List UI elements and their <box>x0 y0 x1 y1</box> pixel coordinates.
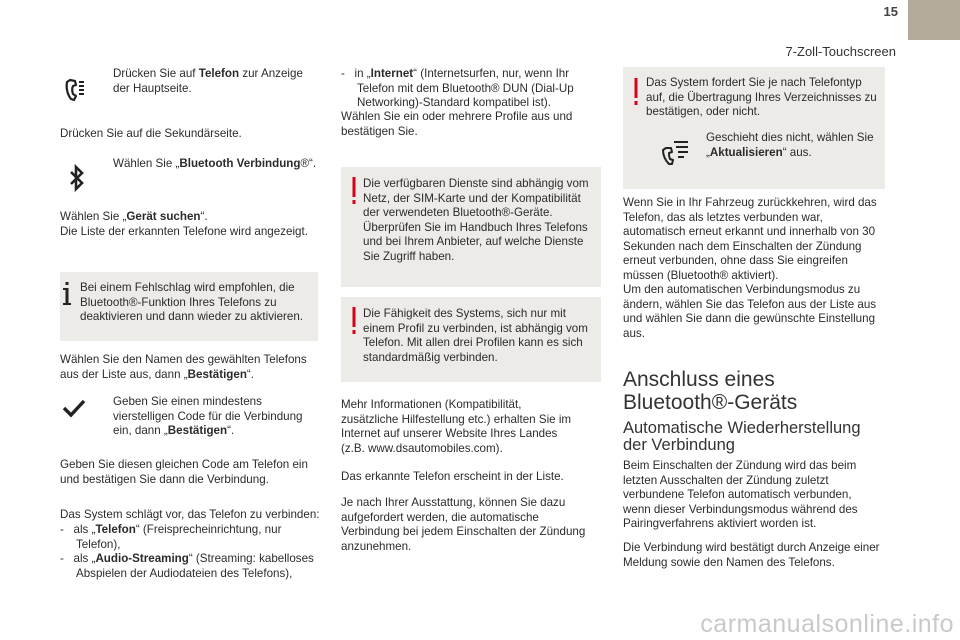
step-select: Wählen Sie den Namen des gewählten Telefons aus der Liste aus, dann „Bestätigen“. <box>60 353 307 381</box>
equipment-text: Je nach Ihrer Ausstattung, können Sie dazu aufgefordert werden, die automatische Verbindung bei jedem Einschalten der Zündung anzunehmen. <box>341 496 586 553</box>
watermark: carmanualsonline.info <box>700 610 954 638</box>
step-bluetooth: Wählen Sie „Bluetooth Verbindung®“. <box>113 157 317 170</box>
more-info-text: Mehr Informationen (Kompatibilität, zusätzliche Hilfestellung etc.) erhalten Sie im Internet auf unserer Website Ihres Landes (z.B. www.dsautomobiles.com). <box>341 398 572 455</box>
page-number: 15 <box>883 4 898 19</box>
info-icon <box>62 282 72 311</box>
checkmark-icon <box>62 398 86 423</box>
page-tab <box>908 0 960 40</box>
warning-directory-text: Das System fordert Sie je nach Telefontyp auf, die Übertragung Ihres Verzeichnisses zu bestätigen, oder nicht. <box>646 76 877 119</box>
bluetooth-icon <box>67 163 87 198</box>
list-item-internet: - in „Internet“ (Internetsurfen, nur, wenn Ihr Telefon mit dem Bluetooth® DUN (Dial-Up Networking)-Standard kompatibel ist). <box>341 67 574 110</box>
return-text: Wenn Sie in Ihr Fahrzeug zurückkehren, wird das Telefon, das als letztes verbunden war, automatisch erneut erkannt und innerhalb von 30 Sekunden nach dem Einschalten der Zündung erneut verbunden, ohne dass Sie eingreifen müssen (Bluetooth® aktiviert). <box>623 196 877 282</box>
warning-icon <box>350 307 358 340</box>
change-mode-text: Um den automatischen Verbindungsmodus zu ändern, wählen Sie das Telefon aus der Liste aus und wählen Sie dann die gewünschte Einstellung aus. <box>623 283 877 340</box>
section-title: 7-Zoll-Touchscreen <box>785 44 896 59</box>
phone-icon <box>60 75 90 110</box>
step-search: Wählen Sie „Gerät suchen“. Die Liste der erkannten Telefone wird angezeigt. <box>60 210 308 238</box>
step-code: Geben Sie einen mindestens vierstelligen Code für die Verbindung ein, dann „Bestätigen“. <box>113 395 303 438</box>
warning-profiles-text: Die Fähigkeit des Systems, sich nur mit einem Profil zu verbinden, ist abhängig vom Telefon. Mit allen drei Profilen kann es sich standardmäßig verbinden. <box>363 307 588 364</box>
same-code-text: Geben Sie diesen gleichen Code am Telefon ein und bestätigen Sie dann die Verbindung. <box>60 458 308 486</box>
warning-icon <box>632 78 640 111</box>
info-note-text: Bei einem Fehlschlag wird empfohlen, die Bluetooth®-Funktion Ihres Telefons zu deaktivieren und dann wieder zu aktivieren. <box>80 281 303 324</box>
list-item-telefon: - als „Telefon“ (Freisprecheinrichtung, nur Telefon), <box>60 523 282 551</box>
phone-list-icon <box>660 136 692 173</box>
secondary-page-text: Drücken Sie auf die Sekundärseite. <box>60 127 242 140</box>
confirm-text: Die Verbindung wird bestätigt durch Anzeige einer Meldung sowie den Namen des Telefons. <box>623 541 880 569</box>
appears-text: Das erkannte Telefon erscheint in der Liste. <box>341 470 564 483</box>
warning-icon <box>350 177 358 210</box>
warning-services-text: Die verfügbaren Dienste sind abhängig vom Netz, der SIM-Karte und der Kompatibilität der verwendeten Bluetooth®-Geräte. Überprüfen Sie im Handbuch Ihres Telefons und bei Ihrem Anbieter, auf welche Dienste Sie Zugriff haben. <box>363 177 589 263</box>
step-update: Geschieht dies nicht, wählen Sie „Aktualisieren“ aus. <box>706 131 874 159</box>
step-telefon: Drücken Sie auf Telefon zur Anzeige der Hauptseite. <box>113 67 303 95</box>
telefon-label: Telefon <box>198 67 240 80</box>
section-heading: Anschluss eines Bluetooth®-Geräts <box>623 368 798 414</box>
profiles-text: Wählen Sie ein oder mehrere Profile aus und bestätigen Sie. <box>341 110 573 138</box>
auto-reconnect-text: Beim Einschalten der Zündung wird das beim letzten Ausschalten der Zündung zuletzt verbundene Telefon automatisch verbunden, wenn dieser Verbindungsmodus während des Pairingverfahrens aktiviert worden ist. <box>623 459 858 531</box>
proposes-text: Das System schlägt vor, das Telefon zu verbinden: <box>60 508 320 521</box>
list-item-audio-streaming: - als „Audio-Streaming“ (Streaming: kabelloses Abspielen der Audiodateien des Telefons), <box>60 552 314 580</box>
subsection-heading: Automatische Wiederherstellung der Verbindung <box>623 419 861 454</box>
